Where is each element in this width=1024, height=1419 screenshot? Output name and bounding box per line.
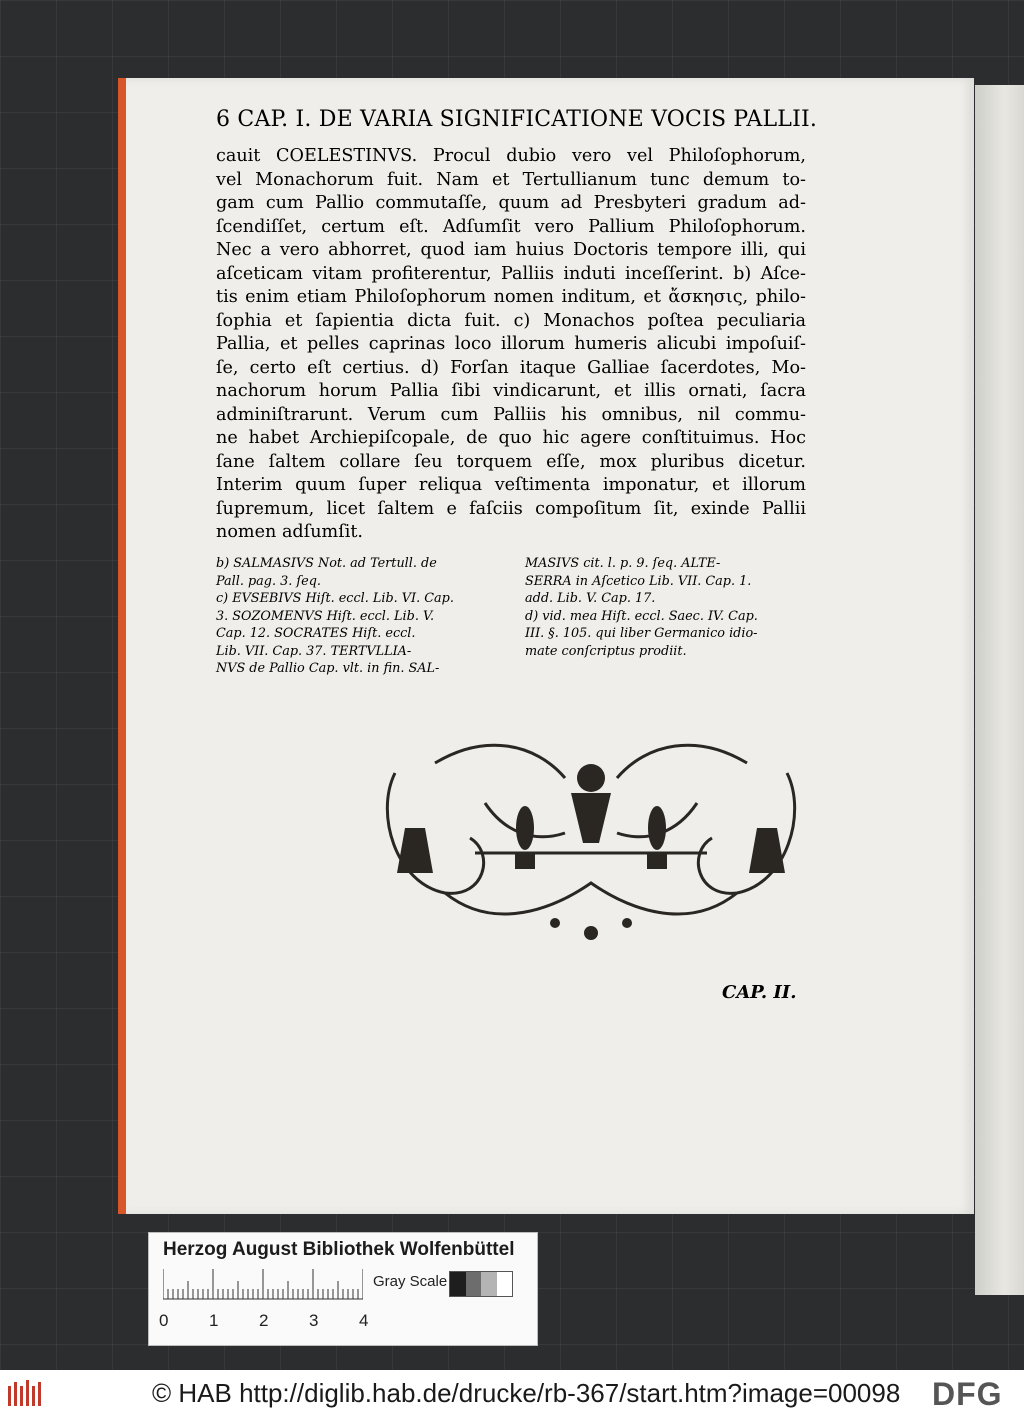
footnote-line: Cap. 12. SOCRATES Hiſt. eccl. <box>216 626 416 641</box>
footnote-line: d) vid. mea Hiſt. eccl. Saec. IV. Cap. <box>525 608 758 624</box>
footnote-line: add. Lib. V. Cap. 17. <box>525 591 656 606</box>
dfg-logo: DFG <box>932 1376 1003 1412</box>
ornamental-tailpiece <box>375 733 807 953</box>
footnote-line: III. §. 105. qui liber Germanico idio- <box>525 626 758 641</box>
footnote-line: SERRA in Aſcetico Lib. VII. Cap. 1. <box>525 573 752 589</box>
page-number: 6 <box>216 107 231 132</box>
main-text-block <box>216 145 806 545</box>
library-color-card <box>148 1232 538 1346</box>
text-line: Pallia, et pelles caprinas loco illorum humeris alicubi impoſuiſ- <box>216 334 806 354</box>
footnote-line: Lib. VII. Cap. 37. TERTVLLIA- <box>216 643 412 659</box>
text-line: Nec a vero abhorret, quod iam huius Doctoris tempore illi, qui <box>216 240 806 260</box>
ruler-number: 1 <box>209 1311 219 1330</box>
text-line: adminiſtrarunt. Verum cum Palliis his omnibus, nil commu- <box>216 404 806 425</box>
ruler-number: 0 <box>159 1311 169 1330</box>
footnote-line: 3. SOZOMENVS Hiſt. eccl. Lib. V. <box>216 608 435 624</box>
footnote-line: NVS de Pallio Cap. vlt. in fin. SAL- <box>216 661 440 676</box>
text-line: ſcendiſſet, certum eſt. Adſumſit vero Pallium Philoſophorum. <box>216 216 806 237</box>
ruler-number: 2 <box>259 1311 269 1330</box>
footnotes-left-column <box>216 555 502 678</box>
measurement-ruler <box>163 1269 363 1307</box>
text-line: ſe, certo eſt certius. d) Forſan itaque Galliae ſacerdotes, Mo- <box>216 357 806 378</box>
text-line: cauit COELESTINVS. Procul dubio vero vel Philoſophorum, <box>216 146 806 166</box>
hab-logo-icon <box>8 1380 46 1410</box>
gray-scale-label: Gray Scale <box>373 1273 448 1290</box>
text-line: ſane ſaltem collare ſeu torquem eſſe, mox pluribus dicetur. <box>216 451 806 472</box>
ruler-number: 3 <box>309 1311 319 1330</box>
text-line: tis enim etiam Philoſophorum nomen inditum, et ἄσκησις, philo- <box>216 287 806 307</box>
catchword: CAP. II. <box>722 982 797 1003</box>
footnote-line: c) EVSEBIVS Hiſt. eccl. Lib. VI. Cap. <box>216 591 454 606</box>
text-line: nomen adſumſit. <box>216 522 364 542</box>
facing-page-edge <box>975 85 1024 1295</box>
text-line: ſupremum, licet ſaltem e faſciis compoſitum ſit, exinde Pallii <box>216 498 806 519</box>
text-line: aſceticam vitam profiterentur, Palliis induti inceſſerint. b) Aſce- <box>216 263 806 284</box>
footnote-line: Pall. pag. 3. ſeq. <box>216 573 321 589</box>
text-line: ſophia et ſapientia dicta fuit. c) Monachos poſtea peculiaria <box>216 310 806 331</box>
text-line: gam cum Pallio commutaſſe, quum ad Presbyteri gradum ad- <box>216 193 806 213</box>
text-line: vel Monachorum fuit. Nam et Tertullianum tunc demum to- <box>216 169 806 190</box>
running-header <box>216 107 816 132</box>
ruler-number: 4 <box>359 1311 369 1330</box>
library-name: Herzog August Bibliothek Wolfenbüttel <box>163 1239 515 1260</box>
ruler-numbers <box>159 1311 369 1335</box>
footnotes-right-column <box>525 555 811 660</box>
footnote-line: b) SALMASIVS Not. ad Tertull. de <box>216 556 437 571</box>
text-line: nachorum horum Pallia ſibi vindicarunt, et illis ornati, ſacra <box>216 381 806 401</box>
gray-scale-swatch <box>449 1271 513 1297</box>
copyright-link[interactable]: © HAB http://diglib.hab.de/drucke/rb-367/start.htm?image=00098 <box>152 1378 901 1408</box>
footnote-line: MASIVS cit. l. p. 9. ſeq. ALTE- <box>525 556 721 571</box>
text-line: ne habet Archiepiſcopale, de quo hic agere conſtituimus. Hoc <box>216 428 806 448</box>
running-title: CAP. I. DE VARIA SIGNIFICATIONE VOCIS PALLII. <box>237 107 818 132</box>
viewer-footer <box>0 1370 1024 1419</box>
text-line: Interim quum ſuper reliqua veſtimenta imponatur, et illorum <box>216 475 806 495</box>
footnote-line: mate conſcriptus prodiit. <box>525 643 687 659</box>
